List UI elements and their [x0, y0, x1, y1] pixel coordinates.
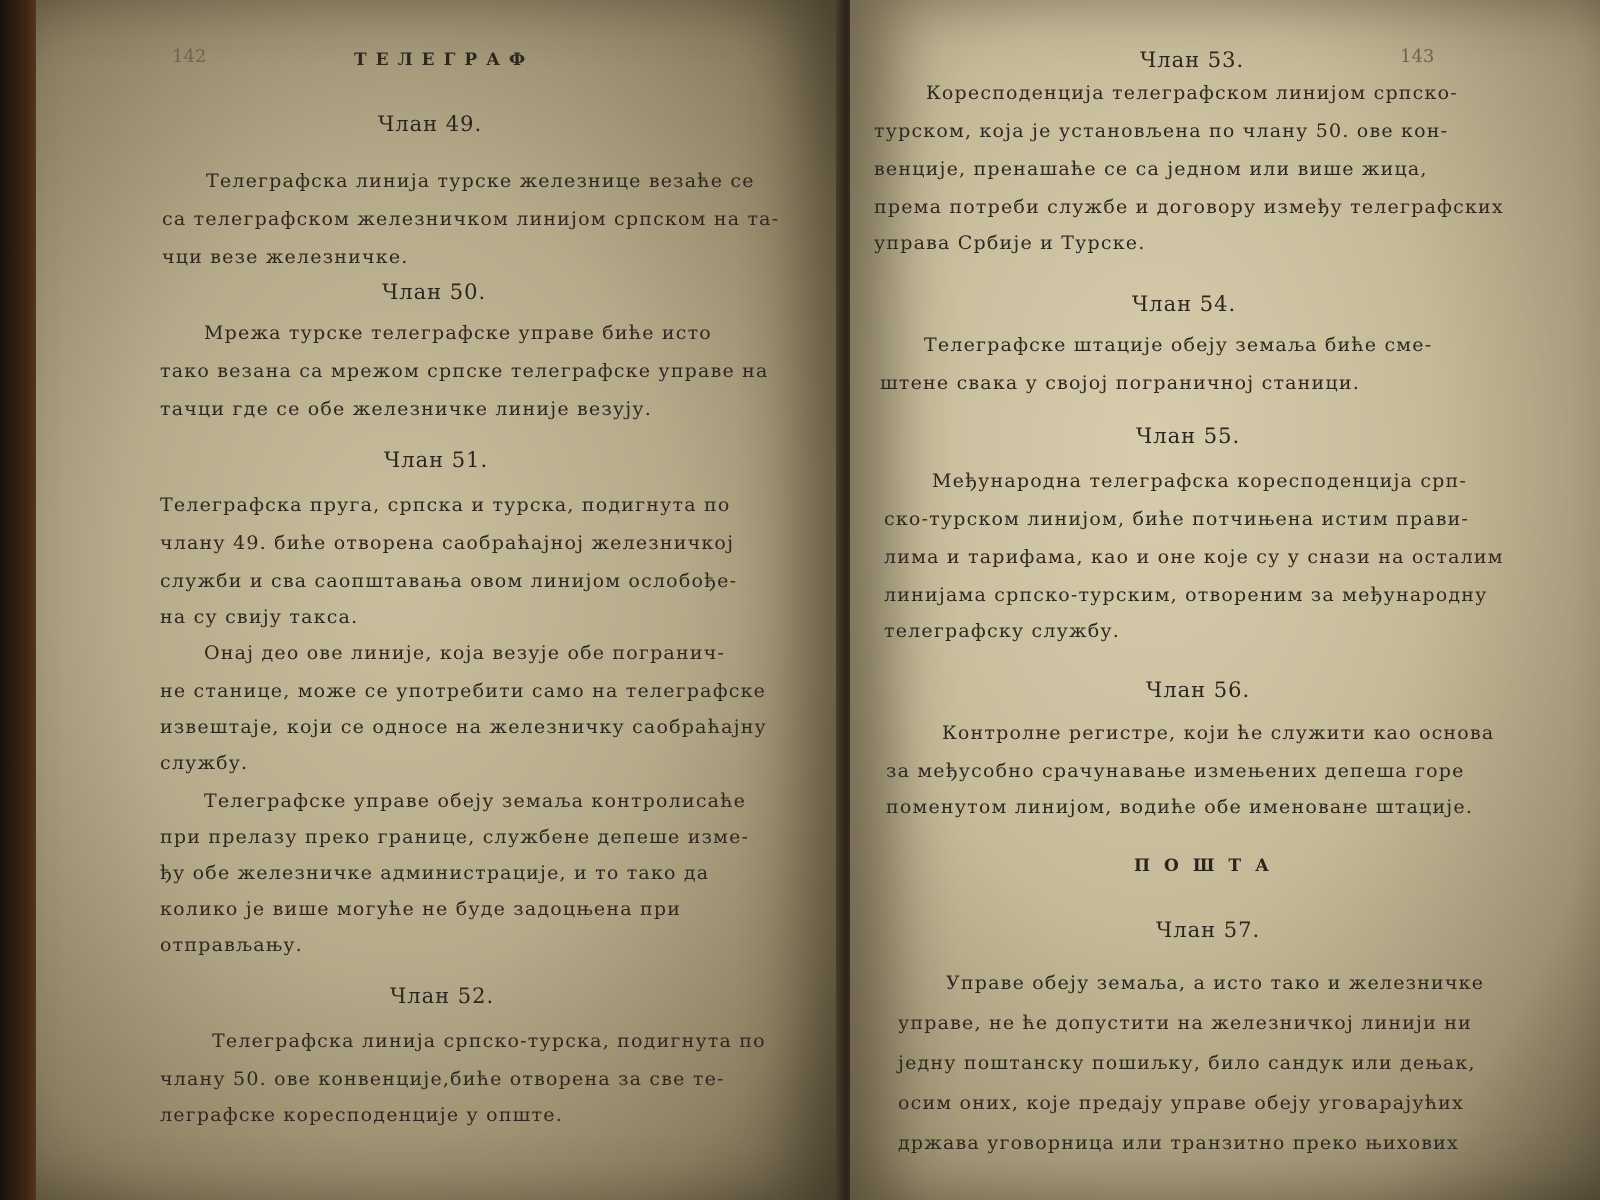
text-line: штене свака у својој пограничној станици. — [880, 372, 1360, 394]
text-line: турском, која је установљена по члану 50. ове кон- — [874, 120, 1449, 142]
text-line: Телеграфске управе обеју земаља контролисаће — [204, 790, 747, 812]
text-line: поменутом линијом, водиће обе именоване штације. — [886, 796, 1474, 818]
article-title: Члан 54. — [1132, 292, 1237, 316]
article-title: Члан 56. — [1146, 678, 1251, 702]
article-title: Члан 51. — [384, 448, 489, 472]
text-line: управе, не ће допустити на железничкој линији ни — [898, 1012, 1472, 1034]
article-title: Члан 53. — [1140, 48, 1245, 72]
page-number: 143 — [1400, 46, 1435, 67]
text-line: не станице, може се употребити само на телеграфске — [160, 680, 767, 702]
text-line: Телеграфска линија турске железнице везаће се — [206, 170, 755, 192]
book-cover-edge — [0, 0, 40, 1200]
text-line: једну поштанску пошиљку, било сандук или дењак, — [898, 1052, 1476, 1074]
text-line: члану 49. биће отворена саобраћајној железничкој — [160, 532, 735, 554]
text-line: тачци где се обе железничке линије везују. — [160, 398, 653, 420]
right-page — [850, 0, 1600, 1200]
text-line: Телеграфске штације обеју земаља биће сме- — [924, 334, 1433, 356]
text-line: Коресподенција телеграфском линијом српско- — [926, 82, 1458, 104]
text-line: Контролне регистре, који ће служити као основа — [942, 722, 1495, 744]
text-line: линијама српско-турским, отвореним за међународну — [884, 584, 1488, 606]
page-number: 142 — [172, 46, 207, 67]
text-line: ђу обе железничке администрације, и то тако да — [160, 862, 710, 884]
text-line: тако везана са мрежом српске телеграфске управе на — [160, 360, 769, 382]
article-title: Члан 50. — [382, 280, 487, 304]
article-title: Члан 55. — [1136, 424, 1241, 448]
text-line: служби и сва саопштавања овом линијом ослобође- — [160, 570, 738, 592]
text-line: извештаје, који се односе на железничку саобраћајну — [160, 716, 767, 738]
running-head: ТЕЛЕГРАФ — [354, 50, 535, 70]
text-line: са телеграфском железничком линијом српском на та- — [162, 208, 780, 230]
left-page — [36, 0, 842, 1200]
text-line: телеграфску службу. — [884, 620, 1120, 642]
text-line: лима и тарифама, као и оне које су у снази на осталим — [884, 546, 1504, 568]
text-line: Мрежа турске телеграфске управе биће исто — [204, 322, 712, 344]
article-title: Члан 52. — [390, 984, 495, 1008]
text-line: ско-турском линијом, биће потчињена истим прави- — [884, 508, 1470, 530]
text-line: Телеграфска пруга, српска и турска, подигнута по — [160, 494, 731, 516]
text-line: при прелазу преко границе, службене депеше изме- — [160, 826, 750, 848]
text-line: за међусобно срачунавање измењених депеша горе — [886, 760, 1465, 782]
text-line: управа Србије и Турске. — [874, 232, 1146, 254]
text-line: Међународна телеграфска коресподенција срп- — [932, 470, 1468, 492]
text-line: члану 50. ове конвенције,биће отворена за све те- — [160, 1068, 725, 1090]
text-line: венције, пренашаће се са једном или више жица, — [874, 158, 1428, 180]
text-line: Телеграфска линија српско-турска, подигнута по — [212, 1030, 766, 1052]
text-line: колико је више могуће не буде задоцњена при — [160, 898, 682, 920]
article-title: Члан 49. — [378, 112, 483, 136]
article-title: Члан 57. — [1156, 918, 1261, 942]
text-line: Управе обеју земаља, а исто тако и железничке — [946, 972, 1485, 994]
text-line: Онај део ове линије, која везује обе погранич- — [204, 642, 726, 664]
text-line: леграфске коресподенције у опште. — [160, 1104, 563, 1126]
text-line: на су свију такса. — [160, 606, 359, 628]
text-line: отправљању. — [160, 934, 303, 956]
text-line: осим оних, које предају управе обеју уговарајућих — [898, 1092, 1464, 1114]
text-line: чци везе железничке. — [162, 246, 409, 268]
text-line: држава уговорница или транзитно преко њихових — [898, 1132, 1459, 1154]
text-line: службу. — [160, 752, 249, 774]
text-line: према потреби службе и договору између телеграфских — [874, 196, 1504, 218]
section-heading: ПОШТА — [1134, 856, 1283, 876]
